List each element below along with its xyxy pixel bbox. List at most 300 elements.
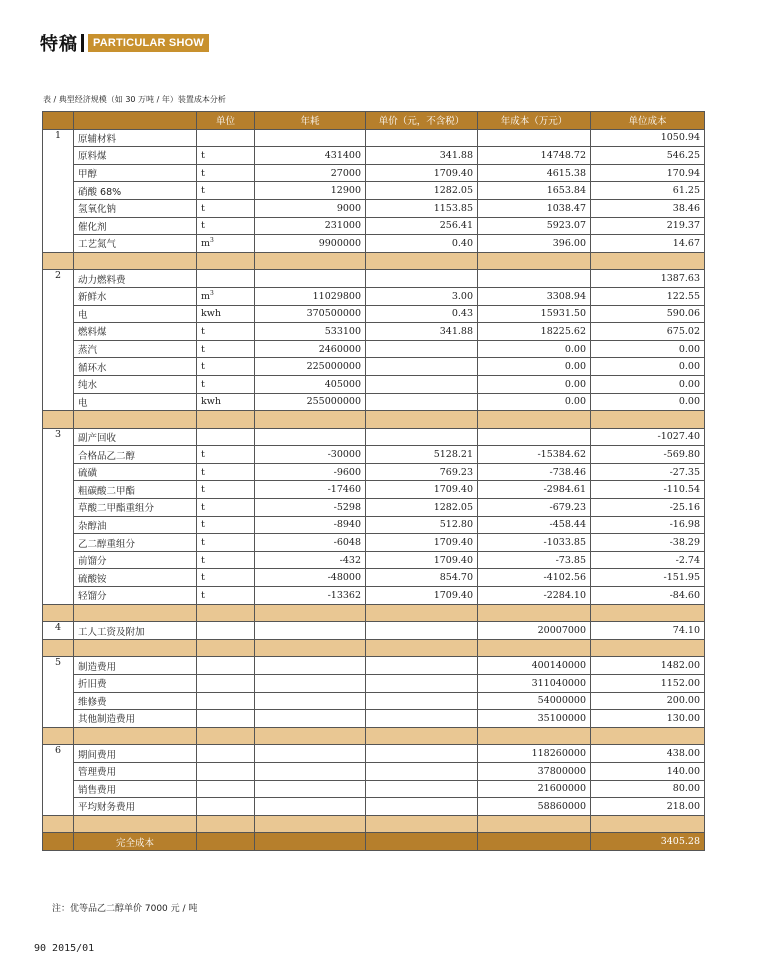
row-cost: 35100000 (478, 710, 591, 728)
row-annual: -8940 (255, 516, 366, 534)
row-unit-text: t (201, 501, 205, 513)
row-name: 其他制造费用 (74, 710, 197, 728)
row-unit (197, 587, 255, 605)
row-cost: -15384.62 (478, 446, 591, 464)
separator-cell (478, 604, 591, 622)
row-price (366, 798, 478, 816)
separator-row (43, 252, 705, 270)
group-row (43, 270, 705, 288)
row-unit (197, 323, 255, 341)
row-unit-cost: -151.95 (591, 569, 705, 587)
col-header-unit-cost: 单位成本 (591, 112, 705, 130)
row-unit (197, 182, 255, 200)
row-name: 燃料煤 (74, 323, 197, 341)
row-price (366, 745, 478, 763)
row-name: 草酸二甲酯重组分 (74, 499, 197, 517)
row-unit-text: t (201, 343, 205, 355)
total-empty-cell (197, 833, 255, 851)
row-name: 杂醇油 (74, 516, 197, 534)
row-annual (255, 675, 366, 693)
table-header-row (43, 112, 705, 130)
row-unit-cost: 0.00 (591, 340, 705, 358)
row-cost: 14748.72 (478, 147, 591, 165)
page-footer: 90 2015/01 (34, 943, 95, 954)
group-row (43, 657, 705, 675)
separator-cell (255, 252, 366, 270)
row-cost: 0.00 (478, 340, 591, 358)
section-title: 特稿 (40, 34, 78, 55)
row-annual: -13362 (255, 587, 366, 605)
row-index: 5 (43, 657, 74, 727)
row-price: 0.43 (366, 305, 478, 323)
row-price: 3.00 (366, 287, 478, 305)
row-unit-text: t (201, 149, 205, 161)
table-row (43, 534, 705, 552)
row-name: 原料煤 (74, 147, 197, 165)
total-empty-cell (478, 833, 591, 851)
row-unit-text: t (201, 167, 205, 179)
table-row (43, 463, 705, 481)
row-cost: -679.23 (478, 499, 591, 517)
row-unit-cost: 122.55 (591, 287, 705, 305)
row-unit (197, 446, 255, 464)
row-cost (478, 428, 591, 446)
row-annual: -9600 (255, 463, 366, 481)
row-unit (197, 164, 255, 182)
row-unit (197, 340, 255, 358)
separator-cell (478, 411, 591, 429)
row-unit-cost: 546.25 (591, 147, 705, 165)
separator-cell (43, 411, 74, 429)
row-index: 1 (43, 129, 74, 252)
row-unit (197, 393, 255, 411)
separator-cell (43, 727, 74, 745)
row-name: 电 (74, 393, 197, 411)
separator-cell (366, 727, 478, 745)
total-empty-cell (255, 833, 366, 851)
separator-cell (366, 411, 478, 429)
separator-cell (197, 815, 255, 833)
row-annual (255, 710, 366, 728)
row-unit-text: kwh (201, 308, 222, 320)
row-unit-text: t (201, 572, 205, 584)
separator-cell (74, 815, 197, 833)
row-unit-cost: 0.00 (591, 358, 705, 376)
row-annual (255, 780, 366, 798)
row-cost: 311040000 (478, 675, 591, 693)
separator-cell (478, 639, 591, 657)
row-unit-text: m (201, 291, 211, 303)
separator-row (43, 727, 705, 745)
row-price: 1153.85 (366, 199, 478, 217)
row-name: 折旧费 (74, 675, 197, 693)
row-unit (197, 129, 255, 147)
row-price (366, 358, 478, 376)
separator-cell (197, 604, 255, 622)
row-unit (197, 675, 255, 693)
table-row (43, 551, 705, 569)
row-unit-text: m (201, 238, 211, 250)
row-name: 工人工资及附加 (74, 622, 197, 640)
separator-cell (591, 639, 705, 657)
row-name: 管理费用 (74, 762, 197, 780)
row-unit (197, 147, 255, 165)
table-row (43, 710, 705, 728)
row-unit-text: t (201, 185, 205, 197)
row-unit-text: kwh (201, 396, 222, 408)
table-row (43, 340, 705, 358)
row-annual (255, 270, 366, 288)
table-row (43, 393, 705, 411)
section-divider (81, 34, 84, 52)
row-unit (197, 305, 255, 323)
row-price (366, 270, 478, 288)
row-unit-text: t (201, 220, 205, 232)
row-name: 硫磺 (74, 463, 197, 481)
row-price: 1709.40 (366, 587, 478, 605)
separator-cell (74, 604, 197, 622)
row-cost: 54000000 (478, 692, 591, 710)
row-cost: 0.00 (478, 375, 591, 393)
row-unit-cost: 200.00 (591, 692, 705, 710)
row-unit-cost: -84.60 (591, 587, 705, 605)
total-empty-cell (366, 833, 478, 851)
row-price (366, 675, 478, 693)
row-cost: 0.00 (478, 393, 591, 411)
row-unit (197, 780, 255, 798)
row-price (366, 762, 478, 780)
row-cost: -2984.61 (478, 481, 591, 499)
table-body (43, 129, 705, 850)
row-unit (197, 710, 255, 728)
separator-cell (197, 727, 255, 745)
row-cost: 3308.94 (478, 287, 591, 305)
row-annual: 2460000 (255, 340, 366, 358)
row-annual: -5298 (255, 499, 366, 517)
row-name: 前馏分 (74, 551, 197, 569)
separator-cell (74, 411, 197, 429)
row-unit-text: t (201, 466, 205, 478)
row-annual: 225000000 (255, 358, 366, 376)
row-name: 原辅材料 (74, 129, 197, 147)
separator-cell (74, 639, 197, 657)
separator-cell (591, 411, 705, 429)
row-index: 2 (43, 270, 74, 411)
separator-cell (74, 252, 197, 270)
row-annual (255, 798, 366, 816)
row-price (366, 340, 478, 358)
section-header (40, 32, 209, 54)
row-cost: -458.44 (478, 516, 591, 534)
row-price (366, 780, 478, 798)
row-price: 854.70 (366, 569, 478, 587)
table-row (43, 358, 705, 376)
row-price (366, 710, 478, 728)
separator-cell (366, 815, 478, 833)
separator-cell (197, 411, 255, 429)
table-row (43, 323, 705, 341)
row-annual: 431400 (255, 147, 366, 165)
row-price: 256.41 (366, 217, 478, 235)
table-row (43, 516, 705, 534)
group-row (43, 622, 705, 640)
row-price: 1709.40 (366, 164, 478, 182)
row-name: 循环水 (74, 358, 197, 376)
row-unit-cost: 140.00 (591, 762, 705, 780)
row-name: 硝酸 68% (74, 182, 197, 200)
row-cost: -738.46 (478, 463, 591, 481)
table-row (43, 446, 705, 464)
row-annual: 27000 (255, 164, 366, 182)
row-cost: 21600000 (478, 780, 591, 798)
separator-row (43, 815, 705, 833)
row-price (366, 129, 478, 147)
row-unit (197, 235, 255, 253)
row-unit-cost: -110.54 (591, 481, 705, 499)
table-row (43, 217, 705, 235)
separator-cell (255, 727, 366, 745)
row-cost: 1038.47 (478, 199, 591, 217)
row-unit-cost: 0.00 (591, 393, 705, 411)
table-row (43, 481, 705, 499)
row-name: 纯水 (74, 375, 197, 393)
row-cost: 58860000 (478, 798, 591, 816)
row-price: 341.88 (366, 147, 478, 165)
separator-row (43, 639, 705, 657)
row-name: 粗碳酸二甲酯 (74, 481, 197, 499)
table-row (43, 164, 705, 182)
row-unit-cost: 0.00 (591, 375, 705, 393)
separator-row (43, 411, 705, 429)
row-annual (255, 428, 366, 446)
row-unit-text: t (201, 449, 205, 461)
row-unit-cost: -1027.40 (591, 428, 705, 446)
table-row (43, 499, 705, 517)
row-cost: 4615.38 (478, 164, 591, 182)
row-unit (197, 692, 255, 710)
row-price: 5128.21 (366, 446, 478, 464)
row-name: 蒸汽 (74, 340, 197, 358)
row-annual: 12900 (255, 182, 366, 200)
row-unit-cost: -2.74 (591, 551, 705, 569)
row-name: 催化剂 (74, 217, 197, 235)
row-unit (197, 551, 255, 569)
row-annual (255, 129, 366, 147)
row-unit-cost: 438.00 (591, 745, 705, 763)
col-header-name (74, 112, 197, 130)
row-unit-text: t (201, 484, 205, 496)
table-row (43, 147, 705, 165)
row-unit (197, 762, 255, 780)
group-row (43, 745, 705, 763)
row-cost: -73.85 (478, 551, 591, 569)
col-header-cost: 年成本（万元） (478, 112, 591, 130)
separator-row (43, 604, 705, 622)
row-name: 副产回收 (74, 428, 197, 446)
section-label: PARTICULAR SHOW (88, 34, 209, 52)
total-unit-cost: 3405.28 (591, 833, 705, 851)
table-row (43, 692, 705, 710)
row-unit-superscript: 3 (210, 237, 214, 245)
row-name: 维修费 (74, 692, 197, 710)
row-unit (197, 499, 255, 517)
col-header-annual: 年耗 (255, 112, 366, 130)
row-annual (255, 622, 366, 640)
row-unit (197, 287, 255, 305)
row-unit-cost: 675.02 (591, 323, 705, 341)
row-annual: 405000 (255, 375, 366, 393)
row-unit-superscript: 3 (210, 290, 214, 298)
row-price: 1282.05 (366, 182, 478, 200)
row-cost: 118260000 (478, 745, 591, 763)
row-cost: -1033.85 (478, 534, 591, 552)
row-name: 期间费用 (74, 745, 197, 763)
row-price: 769.23 (366, 463, 478, 481)
separator-cell (591, 815, 705, 833)
row-unit-cost: 61.25 (591, 182, 705, 200)
table-caption: 表 / 典型经济规模（如 30 万吨 / 年）装置成本分析 (43, 95, 226, 104)
row-unit (197, 534, 255, 552)
row-unit-cost: 130.00 (591, 710, 705, 728)
row-price (366, 622, 478, 640)
row-unit (197, 622, 255, 640)
row-unit (197, 569, 255, 587)
row-annual: -17460 (255, 481, 366, 499)
table-note: 注：优等品乙二醇单价 7000 元 / 吨 (52, 904, 198, 914)
separator-cell (255, 815, 366, 833)
separator-cell (197, 252, 255, 270)
separator-cell (43, 604, 74, 622)
row-name: 制造费用 (74, 657, 197, 675)
row-name: 电 (74, 305, 197, 323)
row-unit-cost: 590.06 (591, 305, 705, 323)
row-unit (197, 375, 255, 393)
separator-cell (478, 727, 591, 745)
row-index: 6 (43, 745, 74, 815)
row-cost: 1653.84 (478, 182, 591, 200)
row-unit-text: t (201, 378, 205, 390)
group-row (43, 129, 705, 147)
separator-cell (366, 604, 478, 622)
row-annual: 255000000 (255, 393, 366, 411)
row-annual: 9900000 (255, 235, 366, 253)
row-unit-cost: 1482.00 (591, 657, 705, 675)
row-unit-cost: 170.94 (591, 164, 705, 182)
row-price (366, 657, 478, 675)
row-annual (255, 657, 366, 675)
row-unit (197, 798, 255, 816)
row-unit-cost: -569.80 (591, 446, 705, 464)
row-unit-cost: 1050.94 (591, 129, 705, 147)
row-cost: 396.00 (478, 235, 591, 253)
cost-table (42, 111, 705, 851)
total-label: 完全成本 (74, 833, 197, 851)
row-unit-cost: 74.10 (591, 622, 705, 640)
row-unit-text: t (201, 325, 205, 337)
row-unit-text: t (201, 519, 205, 531)
row-cost: -4102.56 (478, 569, 591, 587)
row-price (366, 692, 478, 710)
row-price (366, 393, 478, 411)
row-name: 合格品乙二醇 (74, 446, 197, 464)
row-cost (478, 129, 591, 147)
row-unit (197, 481, 255, 499)
row-unit (197, 463, 255, 481)
total-index-cell (43, 833, 74, 851)
row-unit-cost: 219.37 (591, 217, 705, 235)
separator-cell (74, 727, 197, 745)
row-name: 新鲜水 (74, 287, 197, 305)
row-name: 工艺氮气 (74, 235, 197, 253)
row-unit-text: t (201, 202, 205, 214)
separator-cell (43, 639, 74, 657)
row-unit (197, 428, 255, 446)
row-cost: 18225.62 (478, 323, 591, 341)
row-unit-cost: 1387.63 (591, 270, 705, 288)
row-price: 1709.40 (366, 481, 478, 499)
table-row (43, 287, 705, 305)
separator-cell (366, 639, 478, 657)
separator-cell (255, 604, 366, 622)
row-annual: -30000 (255, 446, 366, 464)
col-header-unit: 单位 (197, 112, 255, 130)
row-annual (255, 762, 366, 780)
row-price: 1709.40 (366, 551, 478, 569)
row-unit-cost: 80.00 (591, 780, 705, 798)
row-annual: -432 (255, 551, 366, 569)
row-annual: -48000 (255, 569, 366, 587)
row-unit (197, 358, 255, 376)
separator-cell (591, 252, 705, 270)
col-header-index (43, 112, 74, 130)
row-price: 341.88 (366, 323, 478, 341)
row-annual: 533100 (255, 323, 366, 341)
row-price: 1282.05 (366, 499, 478, 517)
table-row (43, 780, 705, 798)
row-unit-cost: -16.98 (591, 516, 705, 534)
row-name: 平均财务费用 (74, 798, 197, 816)
row-unit-text: t (201, 589, 205, 601)
row-price: 0.40 (366, 235, 478, 253)
row-annual (255, 692, 366, 710)
row-unit-cost: 218.00 (591, 798, 705, 816)
row-cost: 37800000 (478, 762, 591, 780)
table-row (43, 375, 705, 393)
row-name: 乙二醇重组分 (74, 534, 197, 552)
row-name: 氢氧化钠 (74, 199, 197, 217)
row-unit-cost: 1152.00 (591, 675, 705, 693)
row-price (366, 428, 478, 446)
separator-cell (366, 252, 478, 270)
row-name: 动力燃料费 (74, 270, 197, 288)
separator-cell (478, 252, 591, 270)
separator-cell (197, 639, 255, 657)
row-cost: 0.00 (478, 358, 591, 376)
row-unit-text: t (201, 554, 205, 566)
separator-cell (43, 252, 74, 270)
col-header-price: 单价（元，不含税） (366, 112, 478, 130)
row-name: 销售费用 (74, 780, 197, 798)
row-name: 轻馏分 (74, 587, 197, 605)
table-row (43, 762, 705, 780)
row-cost: 400140000 (478, 657, 591, 675)
separator-cell (591, 604, 705, 622)
group-row (43, 428, 705, 446)
separator-cell (478, 815, 591, 833)
row-unit-cost: 38.46 (591, 199, 705, 217)
row-index: 3 (43, 428, 74, 604)
table-row (43, 305, 705, 323)
